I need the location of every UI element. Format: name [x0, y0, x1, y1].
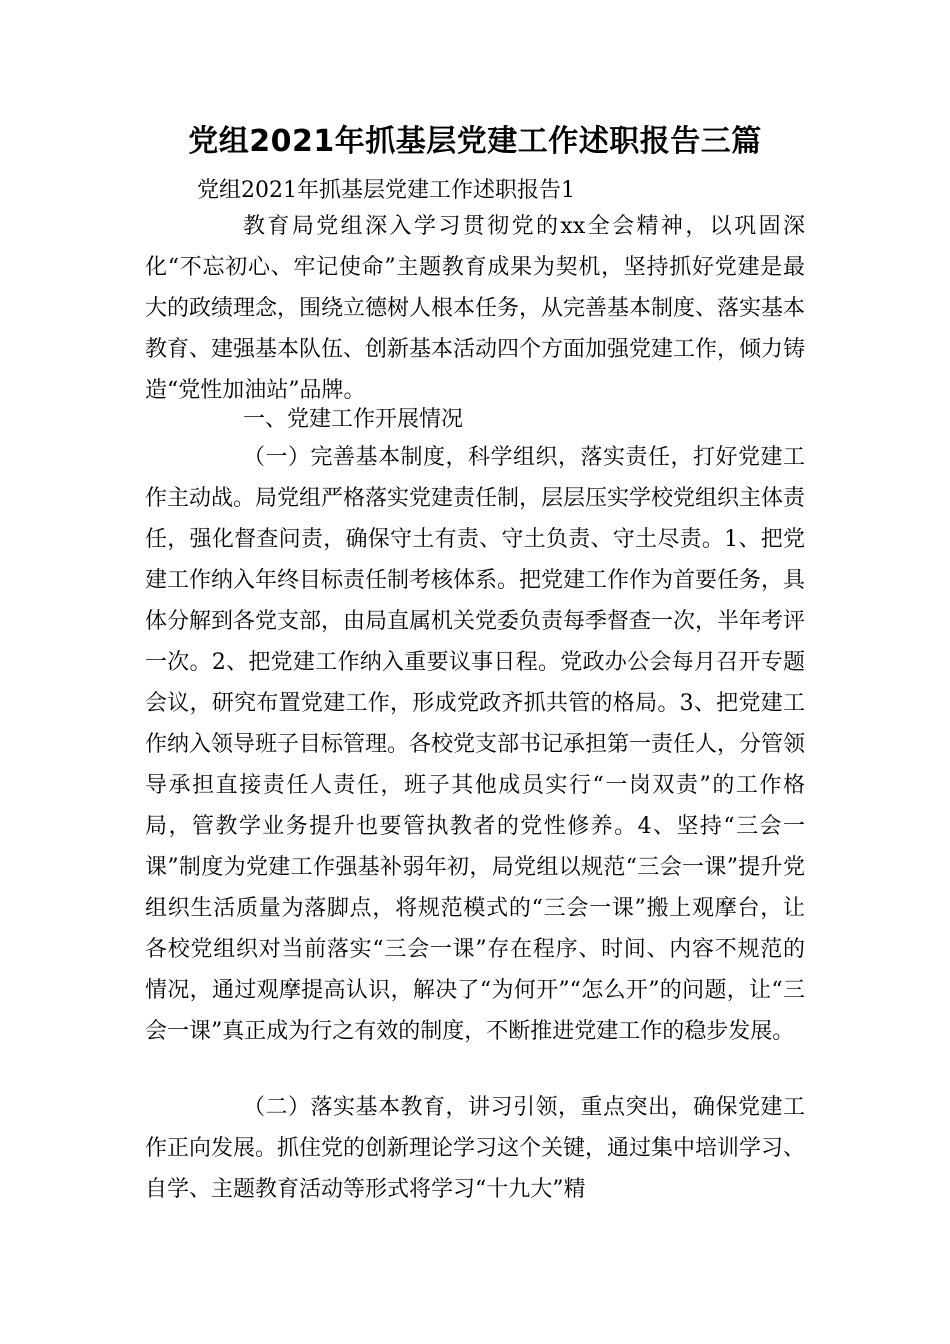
document-subtitle: 党组2021年抓基层党建工作述职报告1 [197, 178, 575, 203]
section-heading: 一、党建工作开展情况 [243, 407, 464, 432]
paragraph-section-2: （二）落实基本教育，讲习引领，重点突出，确保党建工作正向发展。抓住党的创新理论学习这个关键，通过集中培训学习、自学、主题教育活动等形式将学习“十九大”精 [145, 1095, 806, 1202]
paragraph-section-1: （一）完善基本制度，科学组织，落实责任，打好党建工作主动战。局党组严格落实党建责任制，层层压实学校党组织主体责任，强化督查问责，确保守土有责、守土负责、守土尽责。1、把党建工作纳入年终目标责任制考核体系。把党建工作作为首要任务，具体分解到各党支部，由局直属机关党委负责每季督查一次，半年考评一次。2、把党建工作纳入重要议事日程。党政办公会每月召开专题会议，研究布置党建工作，形成党政齐抓共管的格局。3、把党建工作纳入领导班子目标管理。各校党支部书记承担第一责任人，分管领导承担直接责任人责任，班子其他成员实行“一岗双责”的工作格局，管教学业务提升也要管执教者的党性修养。4、坚持“三会一课”制度为党建工作强基补弱年初，局党组以规范“三会一课”提升党组织生活质量为落脚点，将规范模式的“三会一课”搬上观摩台，让各校党组织对当前落实“三会一课”存在程序、时间、内容不规范的情况，通过观摩提高认识，解决了“为何开”“怎么开”的问题，让“三会一课”真正成为行之有效的制度，不断推进党建工作的稳步发展。 [145, 445, 806, 1044]
paragraph-intro: 教育局党组深入学习贯彻党的xx全会精神，以巩固深化“不忘初心、牢记使命”主题教育成果为契机，坚持抓好党建是最大的政绩理念，围绕立德树人根本任务，从完善基本制度、落实基本教育、建强基本队伍、创新基本活动四个方面加强党建工作，倾力铸造“党性加油站”品牌。 [145, 214, 806, 403]
document-title: 党组2021年抓基层党建工作述职报告三篇 [188, 124, 762, 159]
